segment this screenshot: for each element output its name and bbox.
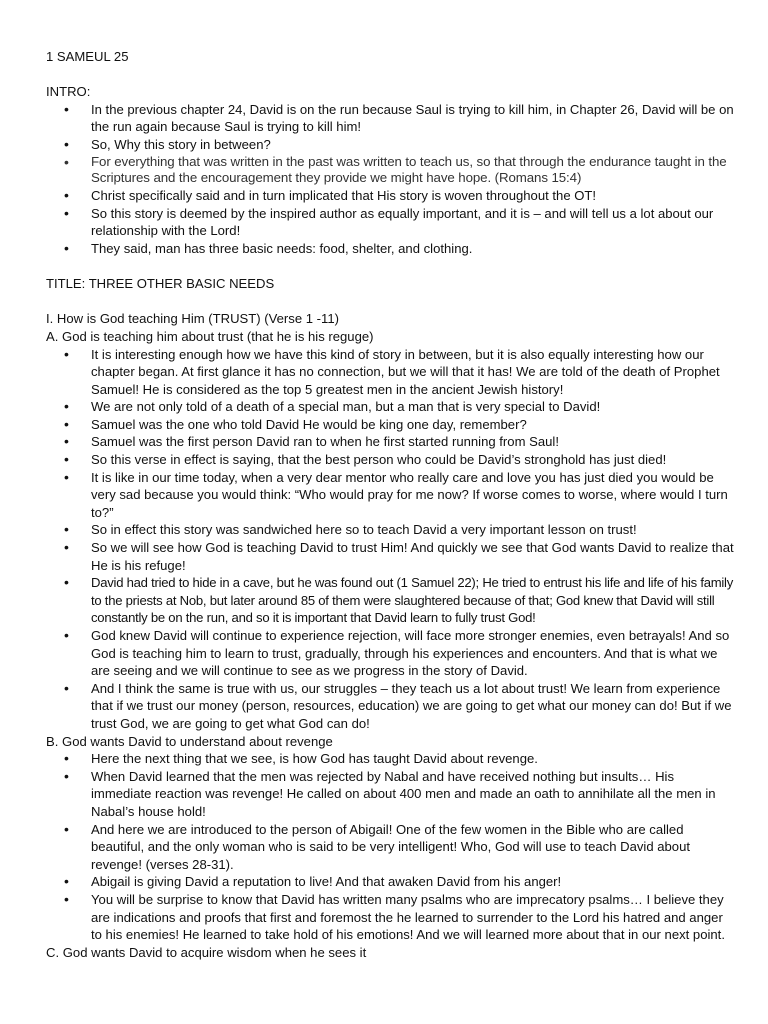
list-item: • So this verse in effect is saying, that the best person who could be David’s stronghold has just died! (46, 451, 736, 469)
intro-bullet: • They said, man has three basic needs: food, shelter, and clothing. (46, 240, 736, 258)
list-item: • And here we are introduced to the person of Abigail! One of the few women in the Bible who are called beautiful, and the only woman who is said to be very intelligent! Who, God will use to teach David about revenge! (verses 28-31). (46, 821, 736, 874)
list-item: • David had tried to hide in a cave, but he was found out (1 Samuel 22); He tried to entrust his life and life of his family to the priests at Nob, but later around 85 of them were slaughtered because of that; God knew that David will still constantly be on the run, and so it is important that David learn to fully trust God! (46, 574, 736, 627)
intro-bullet: • So this story is deemed by the inspired author as equally important, and it is – and will tell us a lot about our relationship with the Lord! (46, 205, 736, 240)
doc-title: 1 SAMEUL 25 (46, 49, 129, 64)
list-item: • It is interesting enough how we have this kind of story in between, but it is also equally interesting how our chapter began. At first glance it has no connection, but we will that it has! We are told of the death of Prophet Samuel! He is considered as the top 5 greatest men in the ancient Jewish history! (46, 346, 736, 399)
list-item: • Abigail is giving David a reputation to live! And that awaken David from his anger! (46, 873, 736, 891)
list-item: • Samuel was the first person David ran to when he first started running from Saul! (46, 433, 736, 451)
spacer (46, 293, 736, 311)
list-item: • And I think the same is true with us, our struggles – they teach us a lot about trust! We learn from experience that if we trust our money (person, resources, education) we are going to get what our money can do! But if we trust God, we are going to get what God can do! (46, 680, 736, 733)
intro-bullet: • Christ specifically said and in turn implicated that His story is woven throughout the OT! (46, 187, 736, 205)
document-page (46, 48, 736, 961)
spacer (46, 66, 736, 84)
subsection-b-list (46, 750, 736, 944)
intro-bullet-quote: • For everything that was written in the past was written to teach us, so that through the endurance taught in the Scriptures and the encouragement they provide we might have hope. (Romans 15:4) (46, 154, 736, 188)
subsection-a-list (46, 346, 736, 733)
intro-label: INTRO: (46, 84, 91, 100)
list-item: • When David learned that the men was rejected by Nabal and have received nothing but insults… His immediate reaction was revenge! He called on about 400 men and made an oath to annihilate all the men in Nabal’s house hold! (46, 768, 736, 821)
intro-list (46, 101, 736, 258)
intro-bullet: • So, Why this story in between? (46, 136, 736, 154)
list-item: • God knew David will continue to experience rejection, will face more stronger enemies, even betrayals! And so God is teaching him to learn to trust, gradually, through his experiences and encounters. And that is what we are seeing and we will continue to see as we progress in the story of David. (46, 627, 736, 680)
section-heading: I. How is God teaching Him (TRUST) (Verse 1 -11) (46, 311, 339, 327)
list-item: • So we will see how God is teaching David to trust Him! And quickly we see that God wants David to realize that He is his refuge! (46, 539, 736, 574)
list-item: • It is like in our time today, when a very dear mentor who really care and love you has just died you would be very sad because you would think: “Who would pray for me now? If worse comes to worse, where would I turn to?” (46, 469, 736, 522)
sermon-title: TITLE: THREE OTHER BASIC NEEDS (46, 276, 275, 292)
list-item: • So in effect this story was sandwiched here so to teach David a very important lesson on trust! (46, 521, 736, 539)
subsection-heading-a: A. God is teaching him about trust (that he is his reguge) (46, 328, 374, 344)
list-item: • You will be surprise to know that David has written many psalms who are imprecatory psalms… I believe they are indications and proofs that first and foremost the he learned to surrender to the Lord his hatred and anger to his enemies! He learned to take hold of his emotions! And we will learned more about that in our next point. (46, 891, 736, 944)
list-item: • Samuel was the one who told David He would be king one day, remember? (46, 416, 736, 434)
intro-bullet: • In the previous chapter 24, David is on the run because Saul is trying to kill him, in Chapter 26, David will be on the run again because Saul is trying to kill him! (46, 101, 736, 136)
spacer (46, 258, 736, 276)
subsection-heading-c: C. God wants David to acquire wisdom when he sees it (46, 944, 367, 960)
list-item: • We are not only told of a death of a special man, but a man that is very special to David! (46, 398, 736, 416)
list-item: • Here the next thing that we see, is how God has taught David about revenge. (46, 750, 736, 768)
subsection-heading-b: B. God wants David to understand about revenge (46, 733, 333, 749)
